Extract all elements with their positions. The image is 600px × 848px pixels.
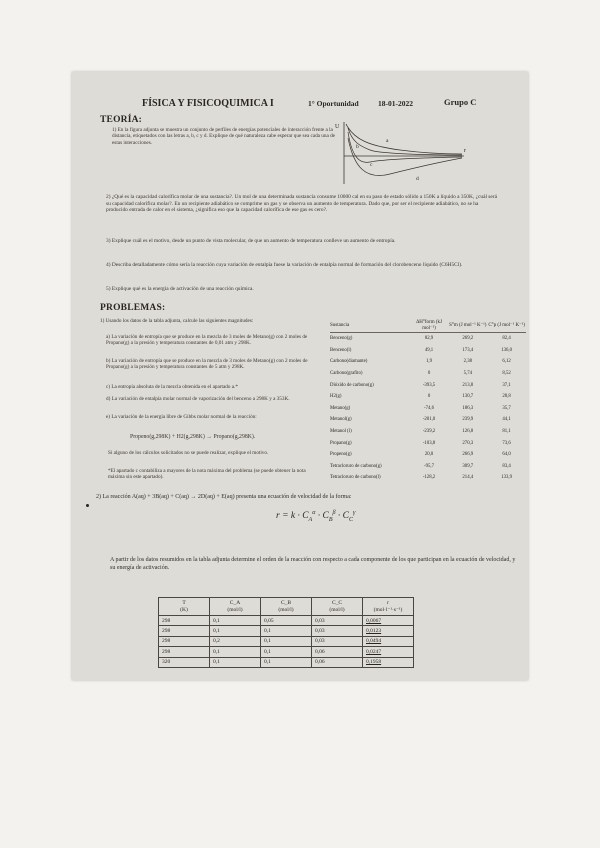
substance-value-cell: 20,0	[424, 452, 434, 458]
rate-col-unit: (mol/l)	[329, 606, 345, 613]
substance-row	[330, 403, 526, 415]
substance-name-cell: Metanol (l)	[330, 429, 352, 435]
rate-col-header	[363, 598, 414, 616]
substance-value-cell: 269,2	[462, 336, 474, 342]
rate-cell: 0,03	[312, 636, 363, 646]
exam-date: 18-01-2022	[378, 99, 413, 108]
rate-col-unit: (mol·l⁻¹·s⁻¹)	[373, 606, 403, 613]
substance-value-cell: 37,1	[502, 382, 511, 388]
rate-col-header	[210, 598, 261, 616]
rate-cell: 298	[159, 616, 210, 626]
substance-value-cell: 49,1	[424, 347, 434, 353]
substance-value-cell: -74,6	[424, 405, 435, 411]
exam-oportunidad: 1° Oportunidad	[308, 99, 359, 108]
substance-value-cell: 73,6	[502, 440, 511, 446]
col-enthalpy: ΔH°form (kJ mol⁻¹)	[410, 318, 449, 333]
curve-d	[348, 138, 462, 176]
substance-name-cell: Metano(g)	[330, 405, 351, 411]
substance-value-cell: -103,8	[422, 440, 436, 446]
substance-value-cell: -239,2	[422, 429, 436, 435]
teoria-q3: 3) Explique cuál es el motivo, desde un punto de vista molecular, de que un aumento de temperatura conlleve un aumento de entropía.	[106, 238, 396, 244]
substance-value-cell: 309,7	[462, 463, 474, 469]
rate-col-header	[312, 598, 363, 616]
substance-name-cell: Propeno(g)	[330, 452, 352, 458]
substance-value-cell: 130,7	[462, 394, 474, 400]
rate-cell: 0,05	[261, 616, 312, 626]
rate-col-symbol: r	[387, 599, 389, 606]
potential-energy-graph	[330, 118, 470, 188]
problem2-text: A partir de los datos resumidos en la tabla adjunta determine el orden de la reacción con respecto a cada componente de los que participan en la ecuación de velocidad, y su energía de activación.	[110, 557, 516, 571]
rate-data-table	[158, 597, 414, 668]
rate-cell: 320	[159, 657, 210, 667]
substance-name-cell: Tetracloruro de carbono(l)	[330, 475, 381, 481]
rate-row	[159, 647, 414, 657]
rate-col-symbol: C_A	[229, 599, 241, 606]
problem1-note-star: *El apartado c contabiliza a mayores de la nota máxima del problema (se puede obtener la nota máxima sin este apartado).	[108, 468, 306, 481]
rate-cell: 0,1	[261, 647, 312, 657]
problem1-a: a) La variación de entropía que se produce en la mezcla de 3 moles de Metano(g) con 2 moles de Propano(g) a la presión y temperatura constantes de 0,01 atm y 298K.	[106, 334, 308, 347]
substance-value-cell: 83,4	[502, 463, 511, 469]
rate-cell: 298	[159, 636, 210, 646]
rate-cell: 0,1	[261, 636, 312, 646]
rate-cell: 0,1958	[363, 657, 414, 667]
problem1-e-reaction: Propeno(g,298K) + H2(g,298K) → Propano(g,298K).	[130, 434, 256, 440]
rate-row	[159, 616, 414, 626]
substance-value-cell: 2,38	[463, 359, 472, 365]
rate-row	[159, 626, 414, 636]
graph-label-u: U	[335, 124, 340, 130]
substance-value-cell: 186,3	[462, 405, 474, 411]
substance-value-cell: 0	[427, 394, 431, 400]
rate-cell: 0,0067	[363, 616, 414, 626]
exam-group: Grupo C	[444, 97, 477, 107]
substance-row	[330, 461, 526, 473]
graph-label-d: d	[416, 176, 419, 182]
rate-col-header	[159, 598, 210, 616]
exam-title: FÍSICA Y FISICOQUIMICA I	[142, 98, 274, 109]
problem1-e: e) La variación de la energía libre de Gibbs molar normal de la reacción:	[106, 414, 257, 420]
substance-name-cell: Carbono(grafito)	[330, 371, 363, 377]
substance-value-cell: 82,4	[502, 336, 511, 342]
rate-col-header	[261, 598, 312, 616]
substance-value-cell: 35,7	[502, 405, 511, 411]
substance-value-cell: -393,5	[422, 382, 436, 388]
rate-row	[159, 657, 414, 667]
substance-name-cell: Benceno(l)	[330, 347, 352, 353]
substance-value-cell: 5,74	[463, 371, 472, 377]
substance-name-cell: H2(g)	[330, 394, 342, 400]
substance-value-cell: 126,8	[462, 429, 474, 435]
substance-name-cell: Benceno(g)	[330, 336, 353, 342]
rate-col-unit: (K)	[180, 606, 188, 613]
substance-value-cell: -128,2	[422, 475, 436, 481]
substance-row	[330, 414, 526, 426]
graph-label-b: b	[356, 144, 359, 150]
substance-value-cell: 0	[427, 371, 431, 377]
graph-label-r: r	[464, 148, 466, 154]
rate-table-header	[159, 598, 414, 616]
graph-label-a: a	[386, 138, 389, 144]
substance-value-cell: 64,0	[502, 452, 511, 458]
rate-cell: 0,0247	[363, 647, 414, 657]
problem1-b: b) La variación de entropía que se produce en la mezcla de 3 moles de Metano(g) con 2 moles de Propano(g) a la presión y temperatura constantes de 5 atm y 298K.	[106, 358, 308, 371]
substance-value-cell: 270,3	[462, 440, 474, 446]
substance-row	[330, 426, 526, 438]
rate-cell: 298	[159, 647, 210, 657]
substance-value-cell: 6,12	[502, 359, 511, 365]
substance-data-table	[330, 318, 526, 484]
substance-value-cell: 82,9	[424, 336, 434, 342]
rate-cell: 0,2	[210, 636, 261, 646]
substance-row	[330, 356, 526, 368]
substance-value-cell: 239,9	[462, 417, 474, 423]
rate-cell: 0,06	[312, 657, 363, 667]
teoria-q1: 1) En la figura adjunta se muestra un conjunto de perfiles de energías potenciales de interacción frente a la distancia, etiquetados con las letras a, b, c y d. Explique de qué naturaleza cabe esperar que sea cada una de estas interacciones.	[112, 127, 335, 146]
rate-col-symbol: C_C	[331, 599, 343, 606]
substance-value-cell: 81,1	[502, 429, 511, 435]
substance-row	[330, 449, 526, 461]
col-sustancia: Sustancia	[330, 318, 410, 333]
substance-name-cell: Dióxido de carbono(g)	[330, 382, 374, 388]
substance-row	[330, 345, 526, 357]
rate-col-unit: (mol/l)	[278, 606, 294, 613]
rate-cell: 0,1	[261, 657, 312, 667]
substance-value-cell: 1,9	[426, 359, 433, 365]
substance-row	[330, 437, 526, 449]
rate-cell: 0,03	[312, 616, 363, 626]
substance-value-cell: -201,0	[422, 417, 436, 423]
col-heat-capacity: C°p (J mol⁻¹ K⁻¹)	[487, 318, 526, 333]
problem1-c: c) La entropía absoluta de la mezcla obtenida en el apartado a.*	[106, 384, 238, 390]
problem1-d: d) La variación de entalpía molar normal de vaporización del benceno a 298K y a 353K.	[106, 396, 290, 402]
exam-sheet	[72, 72, 528, 680]
teoria-q5: 5) Explique qué es la energía de activación de una reacción química.	[106, 286, 254, 292]
graph-label-c: c	[370, 162, 373, 168]
teoria-q4: 4) Describa detalladamente cómo sería la reacción cuya variación de entalpía fuese la variación de entalpía normal de formación del clorobenceno líquido (C6H5Cl).	[106, 262, 463, 268]
rate-row	[159, 636, 414, 646]
problem1-intro: 1) Usando los datos de la tabla adjunta, calcule las siguientes magnitudes:	[100, 318, 254, 324]
substance-value-cell: 214,4	[462, 475, 474, 481]
problemas-heading: PROBLEMAS:	[100, 303, 166, 313]
substance-name-cell: Propano(g)	[330, 440, 352, 446]
rate-cell: 298	[159, 626, 210, 636]
teoria-heading: TEORÍA:	[100, 115, 143, 125]
rate-col-symbol: T	[182, 599, 186, 606]
substance-row	[330, 472, 526, 484]
substance-table-header	[330, 318, 526, 333]
problem2-intro: 2) La reacción A(aq) + 3B(aq) + C(aq) → 2D(aq) + E(aq) presenta una ecuación de velocidad de la forma:	[96, 494, 352, 500]
teoria-q2: 2) ¿Qué es la capacidad calorífica molar de una sustancia?. Un mol de una determinada sustancia consume 10000 cal en su paso de estado sólido a 150K a líquido a 350K, ¿cuál será su capacidad calorífica molar?. En un recipiente adiabático se comprime un gas y se observa un aumento de temperatura. Dado que, por ser el recipiente adiabático, no se ha producido entrada de calor en el sistema, ¿significa eso que la capacidad calorífica de ese gas es cero?.	[106, 194, 497, 214]
substance-value-cell: -95,7	[424, 463, 435, 469]
substance-value-cell: 28,8	[502, 394, 511, 400]
substance-value-cell: 133,9	[501, 475, 512, 481]
substance-name-cell: Tetracloruro de carbono(g)	[330, 463, 382, 469]
rate-cell: 0,1	[210, 626, 261, 636]
rate-cell: 0,1	[261, 626, 312, 636]
problem1-note: Si alguno de los cálculos solicitados no se puede realizar, explique el motivo.	[108, 450, 269, 456]
rate-cell: 0,03	[312, 626, 363, 636]
col-entropy: S°m (J mol⁻¹ K⁻¹)	[448, 318, 487, 333]
rate-cell: 0,1	[210, 657, 261, 667]
rate-cell: 0,1	[210, 616, 261, 626]
problem2-bullet	[86, 496, 95, 514]
curve-c	[348, 132, 462, 162]
substance-value-cell: 8,52	[502, 371, 511, 377]
substance-row	[330, 333, 526, 345]
substance-value-cell: 44,1	[502, 417, 511, 423]
rate-cell: 0,0494	[363, 636, 414, 646]
rate-cell: 0,0123	[363, 626, 414, 636]
substance-name-cell: Carbono(diamante)	[330, 359, 368, 365]
rate-equation: $r = k \cdot C_A^\alpha \cdot C_B^\beta \cdot C_C^\gamma$	[276, 510, 356, 524]
substance-row	[330, 391, 526, 403]
rate-col-unit: (mol/l)	[227, 606, 243, 613]
substance-value-cell: 266,9	[462, 452, 474, 458]
rate-cell: 0,06	[312, 647, 363, 657]
rate-col-symbol: C_B	[280, 599, 292, 606]
substance-value-cell: 213,8	[462, 382, 474, 388]
substance-row	[330, 379, 526, 391]
rate-cell: 0,1	[210, 647, 261, 657]
substance-value-cell: 136,0	[501, 347, 512, 353]
substance-row	[330, 368, 526, 380]
substance-name-cell: Metanol(g)	[330, 417, 352, 423]
substance-value-cell: 173,4	[462, 347, 474, 353]
curve-a	[346, 124, 462, 154]
